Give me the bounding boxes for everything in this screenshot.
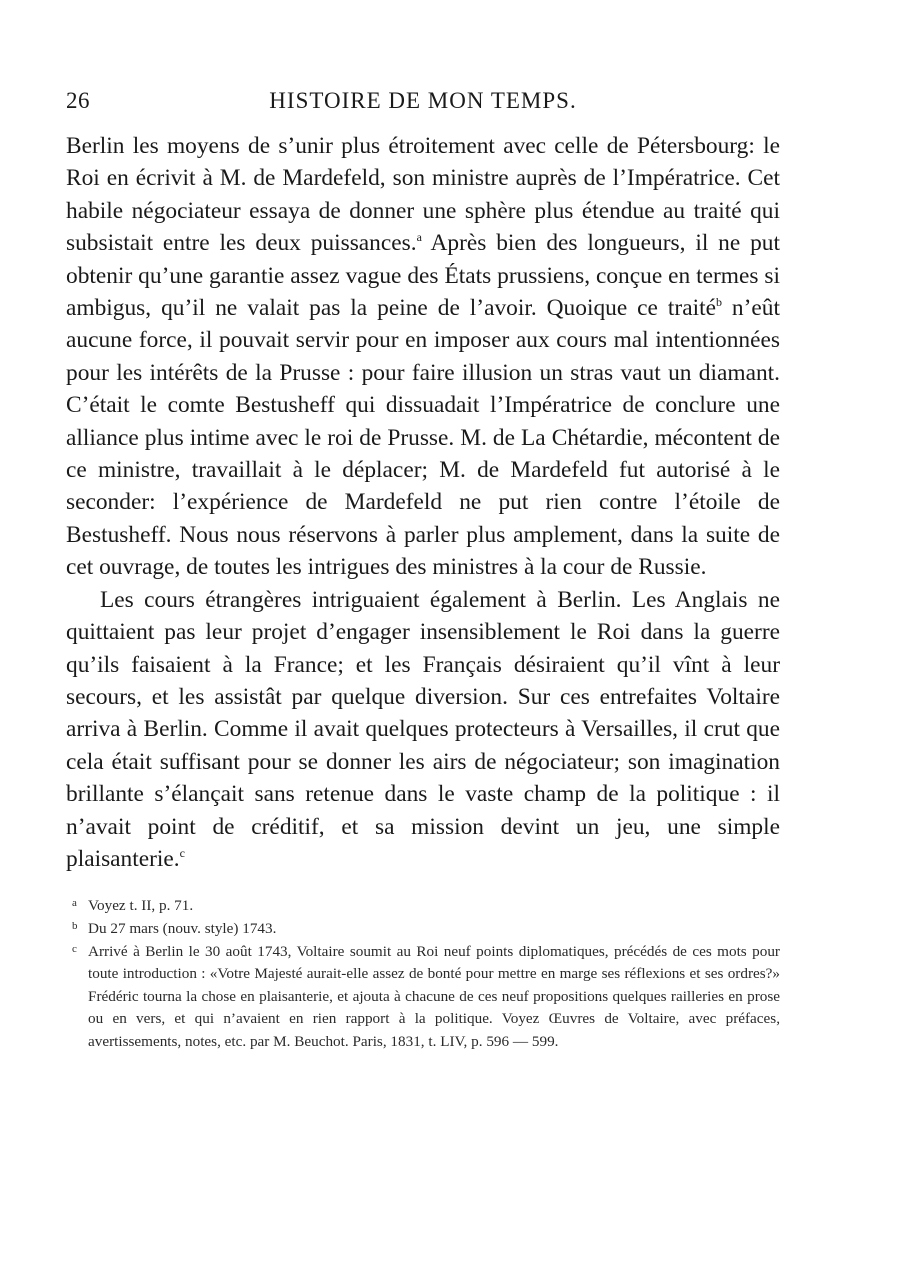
text-segment: Les cours étrangères intriguaient également à Berlin. Les Anglais ne quittaient pas leur projet d’engager insensiblement le Roi dans la guerre qu’ils faisaient à la France; et les Français désiraient qu’il vînt à leur secours, et les assistât par quelque diversion. Sur ces entrefaites Voltaire arriva à Berlin. Comme il avait quelques protecteurs à Versailles, il crut que cela était suffisant pour se donner les airs de négociateur; son imagination brillante s’élançait sans retenue dans le vaste champ de la politique : il n’avait point de créditif, et sa mission devint un jeu, une simple plaisanterie. <box>66 586 780 872</box>
text-segment: n’eût aucune force, il pouvait servir pour en imposer aux cours mal intentionnées pour les intérêts de la Prusse : pour faire illusion un stras vaut un diamant. C’était le comte Bestusheff qui dissuadait l’Impératrice de conclure une alliance plus intime avec le roi de Prusse. M. de La Chétardie, mécontent de ce ministre, travaillait à le déplacer; M. de Mardefeld fut autorisé à le seconder: l’expérience de Mardefeld ne put rien contre l’étoile de Bestusheff. Nous nous réservons à parler plus amplement, dans la suite de cet ouvrage, de toutes les intrigues des ministres à la cour de Russie. <box>66 295 780 581</box>
footnote-marker: b <box>72 919 78 932</box>
paragraph-2 <box>66 584 780 876</box>
page-number: 26 <box>66 88 90 113</box>
footnote-ref-b[interactable]: b <box>715 295 722 310</box>
running-head <box>66 88 780 122</box>
footnote-b <box>66 918 780 941</box>
footnote-text: Voyez t. II, p. 71. <box>88 897 194 915</box>
footnote-a <box>66 895 780 918</box>
body-text <box>66 130 780 875</box>
paragraph-1 <box>66 130 780 584</box>
text-segment: Après bien des longueurs, il ne put obtenir qu’une garantie assez vague des États prussiens, conçue en termes si ambigus, qu’il ne valait pas la peine de l’avoir. Quoique ce traité <box>66 230 780 322</box>
footnote-c <box>66 941 780 1054</box>
footnote-text: Du 27 mars (nouv. style) 1743. <box>88 919 277 937</box>
footnote-marker: c <box>72 942 77 955</box>
text-segment: Berlin les moyens de s’unir plus étroitement avec celle de Pétersbourg: le Roi en écrivit à M. de Mardefeld, son ministre auprès de l’Impératrice. Cet habile négociateur essaya de donner une sphère plus étendue au traité qui subsistait entre les deux puissances. <box>66 133 780 257</box>
book-page <box>66 88 780 1054</box>
footnote-ref-a[interactable]: a <box>416 230 422 245</box>
footnote-ref-c[interactable]: c <box>179 846 185 861</box>
footnote-text: Arrivé à Berlin le 30 août 1743, Voltaire soumit au Roi neuf points diplomatiques, précédés de ces mots pour toute introduction : «Votre Majesté aurait-elle assez de bonté pour mettre en marge ses réflexions et ses ordres?» Frédéric tourna la chose en plaisanterie, et ajouta à chacune de ces neuf propositions quelques railleries en prose ou en vers, et qui n’avaient en rien rapport à la politique. Voyez Œuvres de Voltaire, avec préfaces, avertissements, notes, etc. par M. Beuchot. Paris, 1831, t. LIV, p. 596 — 599. <box>88 942 780 1050</box>
footnotes <box>66 895 780 1053</box>
running-title: HISTOIRE DE MON TEMPS. <box>269 88 577 113</box>
footnote-marker: a <box>72 897 77 910</box>
